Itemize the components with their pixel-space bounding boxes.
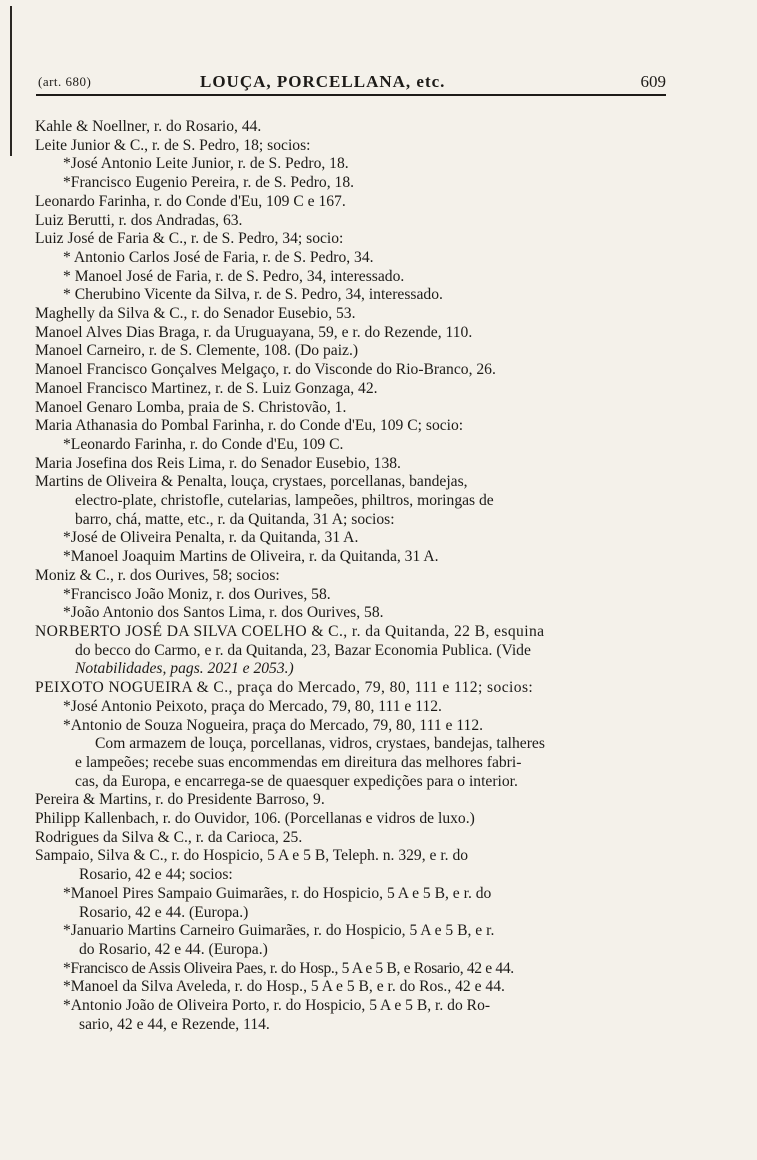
entry-line: Maria Josefina dos Reis Lima, r. do Senador Eusebio, 138. <box>35 454 401 472</box>
entry-line: Rodrigues da Silva & C., r. da Carioca, 25. <box>35 828 303 846</box>
section-title: LOUÇA, PORCELLANA, etc. <box>200 72 446 91</box>
entry-line: Manoel Francisco Gonçalves Melgaço, r. do Visconde do Rio-Branco, 26. <box>35 361 496 379</box>
partner-line: *Manoel da Silva Aveleda, r. do Hosp., 5 A e 5 B, e r. do Ros., 42 e 44. <box>63 978 505 996</box>
partner-line: *Antonio de Souza Nogueira, praça do Mercado, 79, 80, 111 e 112. <box>63 716 484 734</box>
entry-line: Maghelly da Silva & C., r. do Senador Eusebio, 53. <box>35 305 356 323</box>
partner-line: *Manoel Joaquim Martins de Oliveira, r. da Quitanda, 31 A. <box>63 548 439 566</box>
entry-line: Kahle & Noellner, r. do Rosario, 44. <box>35 118 262 135</box>
partner-line: *José Antonio Leite Junior, r. de S. Pedro, 18. <box>63 155 349 173</box>
entry-continuation: Notabilidades, pags. 2021 e 2053.) <box>75 660 294 678</box>
partner-line: * Antonio Carlos José de Faria, r. de S. Pedro, 34. <box>63 248 374 266</box>
entry-line: Philipp Kallenbach, r. do Ouvidor, 106. (Porcellanas e vidros de luxo.) <box>35 810 475 828</box>
entry-line: Manoel Francisco Martinez, r. de S. Luiz Gonzaga, 42. <box>35 379 378 397</box>
page-number: 609 <box>640 72 666 91</box>
directory-listing <box>35 118 675 1034</box>
entry-continuation: sario, 42 e 44, e Rezende, 114. <box>79 1015 270 1033</box>
partner-line: *Francisco João Moniz, r. dos Ourives, 58. <box>63 585 331 603</box>
partner-line: *José Antonio Peixoto, praça do Mercado, 79, 80, 111 e 112. <box>63 697 442 715</box>
advertisement-text: e lampeões; recebe suas encommendas em direitura das melhores fabri- <box>75 753 522 771</box>
partner-line: *Francisco de Assis Oliveira Paes, r. do Hosp., 5 A e 5 B, e Rosario, 42 e 44. <box>63 959 514 977</box>
entry-continuation: electro-plate, christofle, cutelarias, lampeões, philtros, moringas de <box>75 492 494 510</box>
entry-line: Luiz Berutti, r. dos Andradas, 63. <box>35 211 243 229</box>
partner-line: * Cherubino Vicente da Silva, r. de S. Pedro, 34, interessado. <box>63 286 443 304</box>
entry-line: NORBERTO JOSÉ DA SILVA COELHO & C., r. da Quitanda, 22 B, esquina <box>35 622 545 640</box>
entry-line: Sampaio, Silva & C., r. do Hospicio, 5 A e 5 B, Teleph. n. 329, e r. do <box>35 847 469 865</box>
entry-line: Manoel Alves Dias Braga, r. da Uruguayana, 59, e r. do Rezende, 110. <box>35 323 473 341</box>
entry-line: Luiz José de Faria & C., r. de S. Pedro, 34; socio: <box>35 230 344 248</box>
entry-line: Maria Athanasia do Pombal Farinha, r. do Conde d'Eu, 109 C; socio: <box>35 417 464 435</box>
article-reference: (art. 680) <box>38 74 92 89</box>
partner-line: *Manoel Pires Sampaio Guimarães, r. do Hospicio, 5 A e 5 B, e r. do <box>63 884 492 902</box>
margin-rule <box>10 6 12 156</box>
partner-line: *Antonio João de Oliveira Porto, r. do Hospicio, 5 A e 5 B, r. do Ro- <box>63 997 491 1015</box>
entry-line: Pereira & Martins, r. do Presidente Barroso, 9. <box>35 791 325 809</box>
partner-line: * Manoel José de Faria, r. de S. Pedro, 34, interessado. <box>63 267 405 285</box>
entry-continuation: barro, chá, matte, etc., r. da Quitanda, 31 A; socios: <box>75 510 395 528</box>
partner-line: *José de Oliveira Penalta, r. da Quitanda, 31 A. <box>63 529 359 547</box>
partner-line: *Francisco Eugenio Pereira, r. de S. Pedro, 18. <box>63 174 355 192</box>
entry-line: PEIXOTO NOGUEIRA & C., praça do Mercado, 79, 80, 111 e 112; socios: <box>35 679 534 697</box>
page-header <box>36 72 666 96</box>
partner-line: *Leonardo Farinha, r. do Conde d'Eu, 109 C. <box>63 435 344 453</box>
entry-line: Martins de Oliveira & Penalta, louça, crystaes, porcellanas, bandejas, <box>35 473 468 491</box>
entry-continuation: do Rosario, 42 e 44. (Europa.) <box>79 940 268 958</box>
entry-line: Manoel Genaro Lomba, praia de S. Christovão, 1. <box>35 398 347 416</box>
entry-continuation: do becco do Carmo, e r. da Quitanda, 23, Bazar Economia Publica. (Vide <box>75 641 531 659</box>
partner-line: *Januario Martins Carneiro Guimarães, r. do Hospicio, 5 A e 5 B, e r. <box>63 922 495 940</box>
advertisement-text: cas, da Europa, e encarrega-se de quaesquer expedições para o interior. <box>75 772 518 790</box>
entry-line: Leite Junior & C., r. de S. Pedro, 18; socios: <box>35 136 311 154</box>
advertisement-text: Com armazem de louça, porcellanas, vidros, crystaes, bandejas, talheres <box>95 735 545 753</box>
entry-line: Moniz & C., r. dos Ourives, 58; socios: <box>35 566 280 584</box>
partner-line: *João Antonio dos Santos Lima, r. dos Ourives, 58. <box>63 604 384 622</box>
entry-continuation: Rosario, 42 e 44; socios: <box>79 866 233 884</box>
entry-line: Leonardo Farinha, r. do Conde d'Eu, 109 C e 167. <box>35 192 346 210</box>
entry-line: Manoel Carneiro, r. de S. Clemente, 108. (Do paiz.) <box>35 342 359 360</box>
entry-continuation: Rosario, 42 e 44. (Europa.) <box>79 903 249 921</box>
